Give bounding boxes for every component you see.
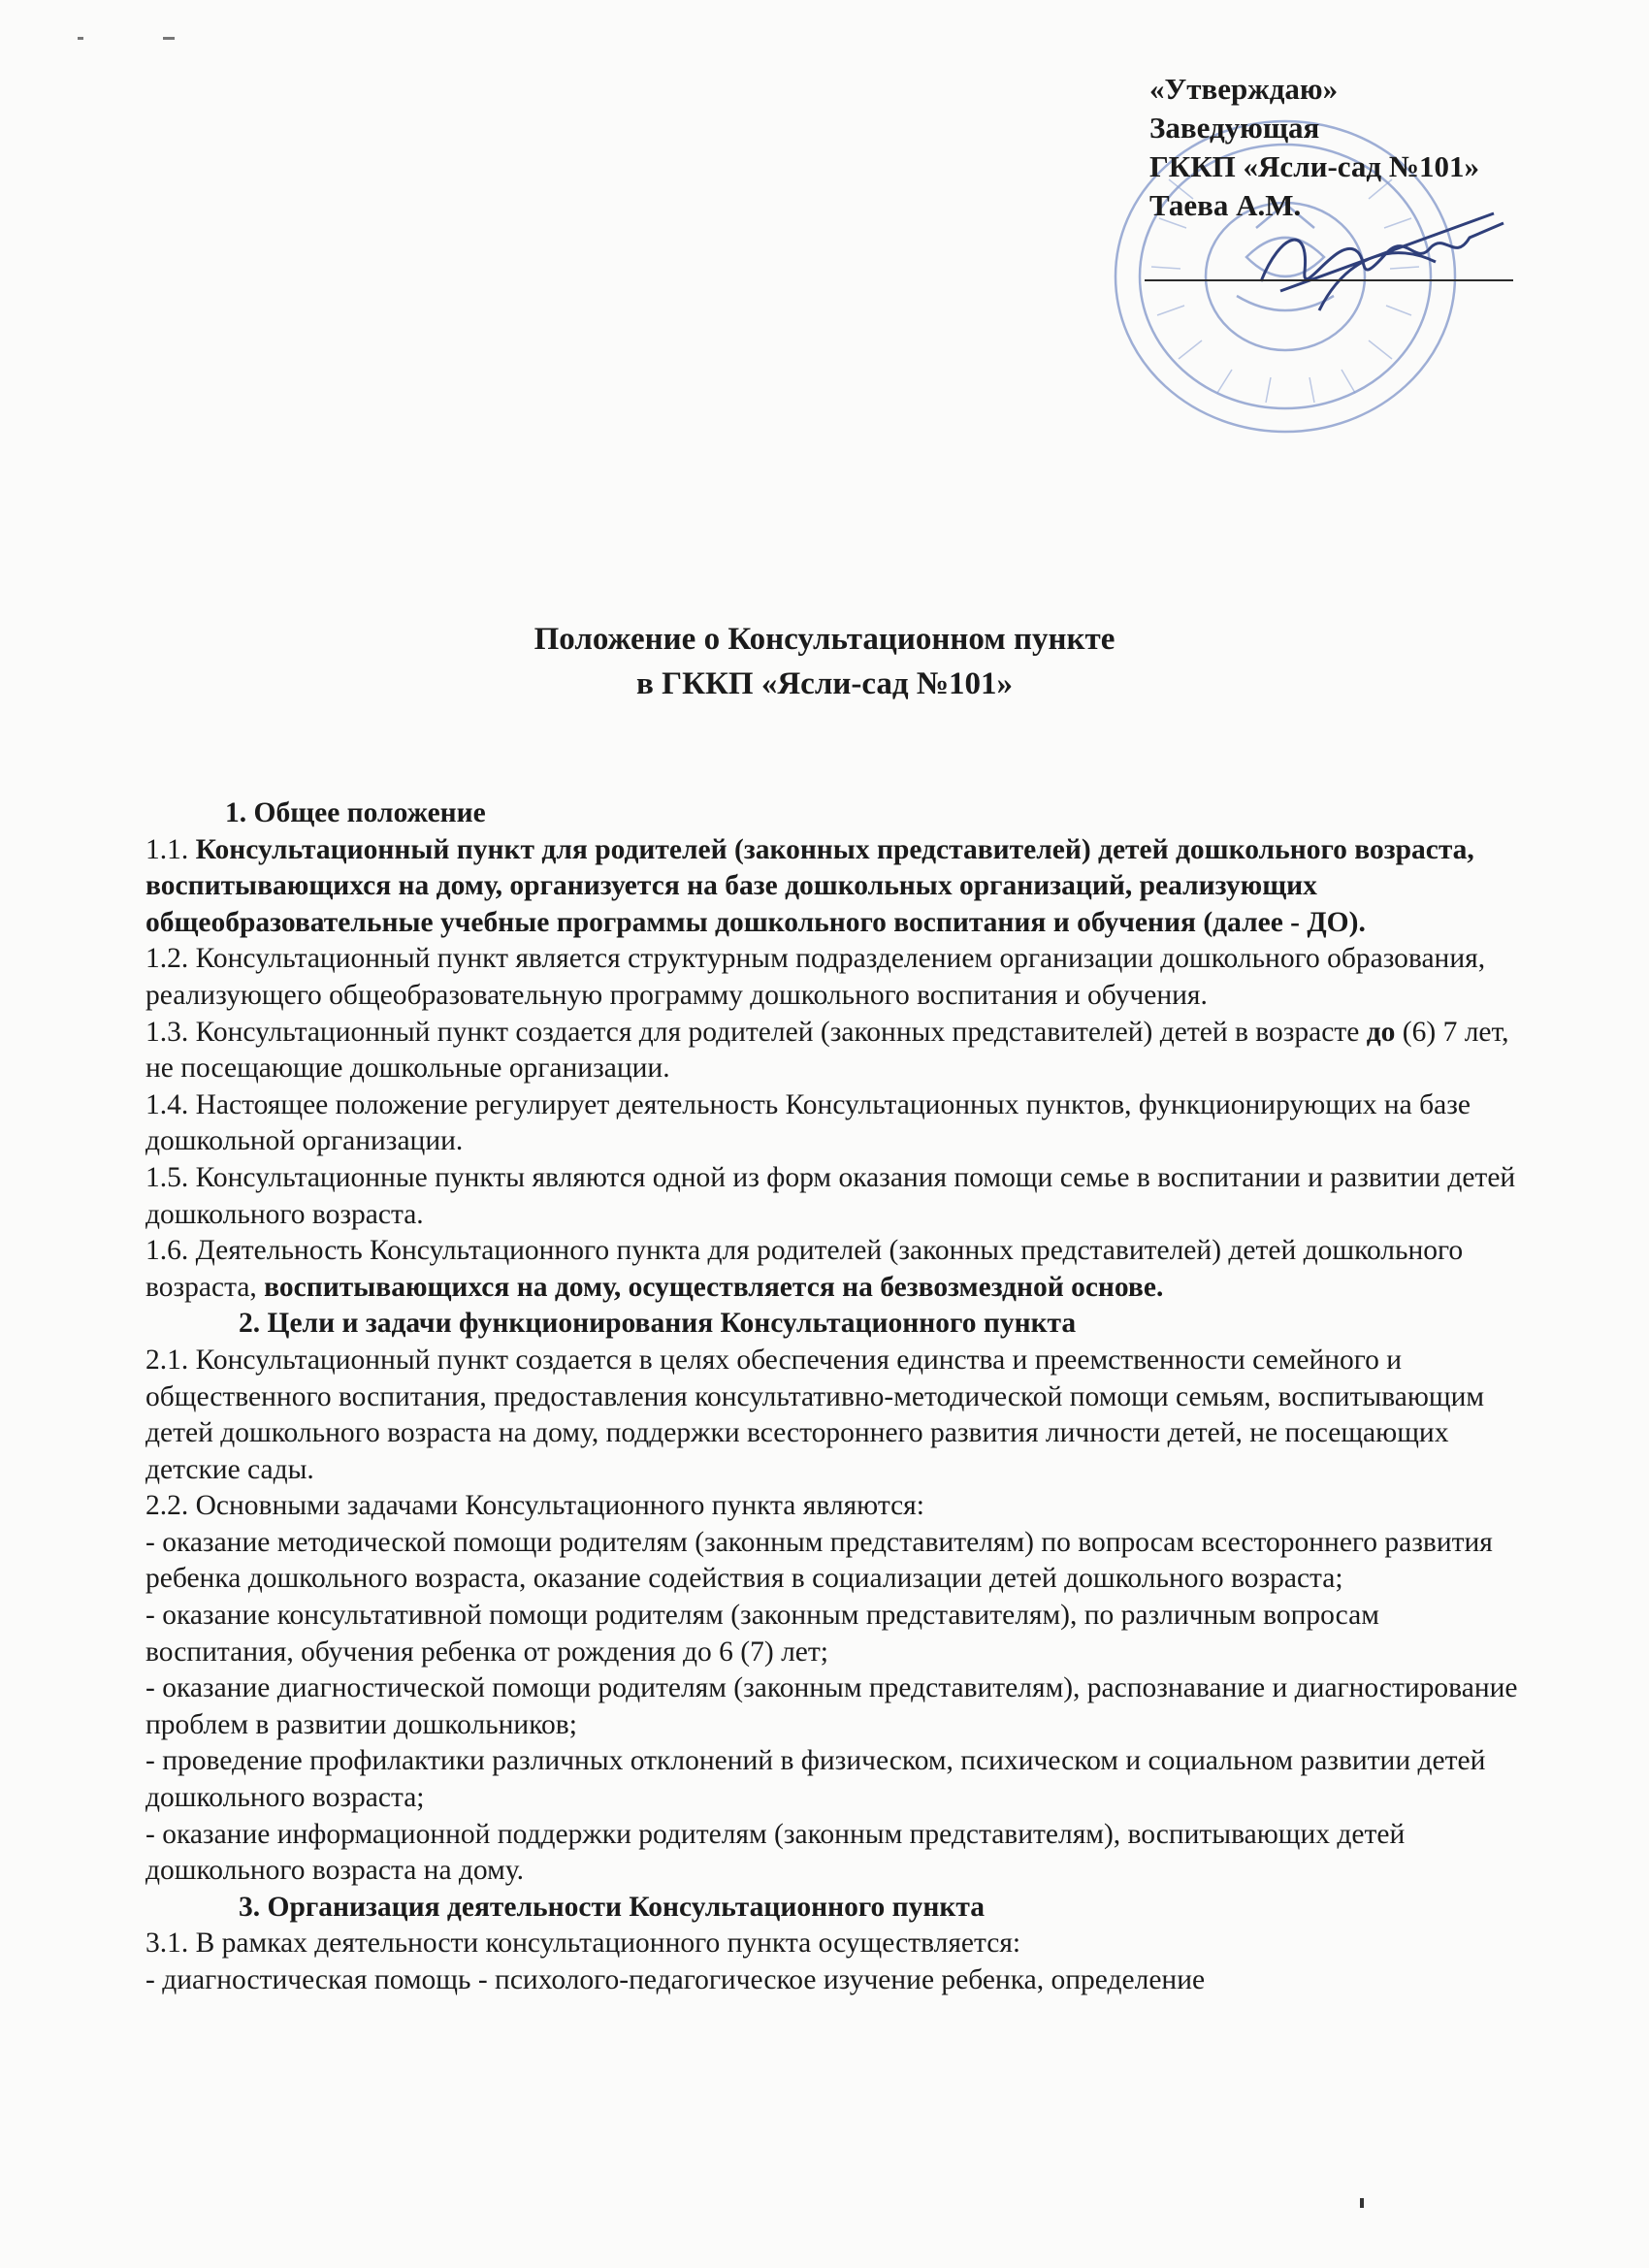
section-heading: 1. Общее положение <box>225 797 486 828</box>
approval-line: «Утверждаю» <box>1149 72 1339 106</box>
document-body <box>146 795 1523 1999</box>
section-heading: 3. Организация деятельности Консультационного пункта <box>239 1891 985 1923</box>
title-line-1: Положение о Консультационном пункте <box>534 622 1116 657</box>
list-item: - оказание методической помощи родителям (законным представителям) по вопросам всестороннего развития ребенка дошкольного возраста, оказание содействия в социализации детей дошкольного возраста; <box>146 1526 1493 1595</box>
scan-speck <box>78 37 83 40</box>
bold-text: до <box>1366 1016 1396 1048</box>
paragraph <box>146 1015 1523 1087</box>
list-item: - оказание диагностической помощи родителям (законным представителям), распознавание и диагностирование проблем в развитии дошкольников; <box>146 1672 1518 1740</box>
document-title <box>0 617 1649 706</box>
signature-line <box>1145 279 1513 281</box>
paragraph-number: 1.1. <box>146 833 196 865</box>
bold-text: воспитывающихся на дому, осуществляется на безвозмездной основе. <box>264 1271 1164 1303</box>
scan-mark <box>1360 2198 1364 2208</box>
list-item: - оказание информационной поддержки родителям (законным представителям), воспитывающих детей дошкольного возраста на дому. <box>146 1818 1406 1887</box>
section-heading: 2. Цели и задачи функционирования Консультационного пункта <box>239 1308 1077 1340</box>
paragraph: 1.2. Консультационный пункт является структурным подразделением организации дошкольного образования, реализующего общеобразовательную программу дошкольного воспитания и обучения. <box>146 943 1486 1011</box>
paragraph: 2.2. Основными задачами Консультационного пункта являются: <box>146 1490 924 1522</box>
list-item: - проведение профилактики различных отклонений в физическом, психическом и социальном развитии детей дошкольного возраста; <box>146 1745 1486 1814</box>
scan-speck <box>163 37 175 40</box>
list-item: - оказание консультативной помощи родителям (законным представителям), по различным вопросам воспитания, обучения ребенка от рождения до 6 (7) лет; <box>146 1600 1379 1668</box>
paragraph-text: 1.6. Деятельность Консультационного пункта для родителей (законных представителей) детей дошкольного возраста, <box>146 1235 1464 1303</box>
paragraph-text: (6) 7 лет, не посещающие дошкольные организации. <box>146 1016 1509 1085</box>
title-line-2: в ГККП «Ясли-сад №101» <box>636 666 1013 701</box>
paragraph: 1.4. Настоящее положение регулирует деятельность Консультационных пунктов, функционирующих на базе дошкольной организации. <box>146 1088 1471 1157</box>
approval-block <box>1149 70 1479 225</box>
paragraph: 1.5. Консультационные пункты являются одной из форм оказания помощи семье в воспитании и развитии детей дошкольного возраста. <box>146 1161 1516 1230</box>
paragraph <box>146 1233 1523 1306</box>
approval-position: Заведующая <box>1149 111 1320 145</box>
paragraph-text: 1.3. Консультационный пункт создается для родителей (законных представителей) детей в возрасте <box>146 1016 1367 1048</box>
paragraph <box>146 832 1523 942</box>
paragraph: 3.1. В рамках деятельности консультационного пункта осуществляется: <box>146 1928 1021 1960</box>
approval-organization: ГККП «Ясли-сад №101» <box>1149 149 1479 183</box>
list-item: - диагностическая помощь - психолого-педагогическое изучение ребенка, определение <box>146 1964 1206 1995</box>
approval-name: Таева А.М. <box>1149 188 1302 222</box>
paragraph: 2.1. Консультационный пункт создается в целях обеспечения единства и преемственности семейного и общественного воспитания, предоставления консультативно-методической помощи семьям, воспитывающим детей дошкольного возраста на дому, поддержки всестороннего развития личности детей, не посещающих детские сады. <box>146 1344 1485 1485</box>
bold-text: Консультационный пункт для родителей (законных представителей) детей дошкольного возраста, воспитывающихся на дому, организуется на базе дошкольных организаций, реализующих общеобразовательные учебные программы дошкольного воспитания и обучения (далее - ДО). <box>146 833 1474 938</box>
